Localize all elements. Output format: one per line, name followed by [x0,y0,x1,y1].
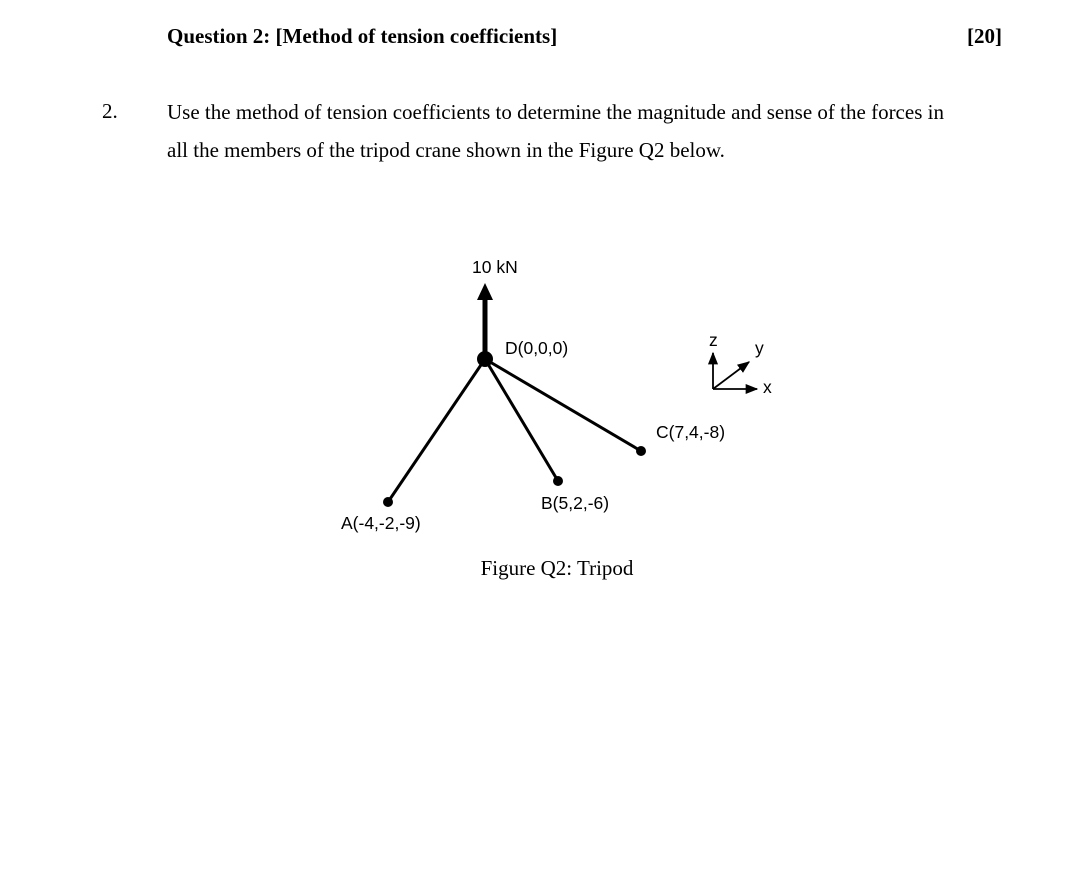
figure-caption: Figure Q2: Tripod [480,556,634,580]
joint-b [553,476,563,486]
load-arrow-head [477,283,493,300]
question-text: Use the method of tension coefficients to determine the magnitude and sense of the forces in all the members of the tripod crane shown in the Figure Q2 below. [167,100,944,162]
question-heading: Question 2: [Method of tension coefficients] [167,24,558,48]
joint-c [636,446,646,456]
axis-x-label: x [763,377,772,397]
question-number: 2. [102,99,118,123]
joint-d [477,351,493,367]
label-b: B(5,2,-6) [541,493,610,513]
member-dc [485,359,641,451]
label-a: A(-4,-2,-9) [341,513,421,533]
load-label: 10 kN [472,257,518,277]
label-c: C(7,4,-8) [656,422,726,442]
joint-a [383,497,393,507]
member-db [485,359,558,481]
question-marks: [20] [967,24,1002,48]
axis-y-label: y [755,338,764,358]
member-da [388,359,485,502]
label-d: D(0,0,0) [505,338,569,358]
axis-y [713,362,749,389]
axis-z-label: z [709,330,718,350]
